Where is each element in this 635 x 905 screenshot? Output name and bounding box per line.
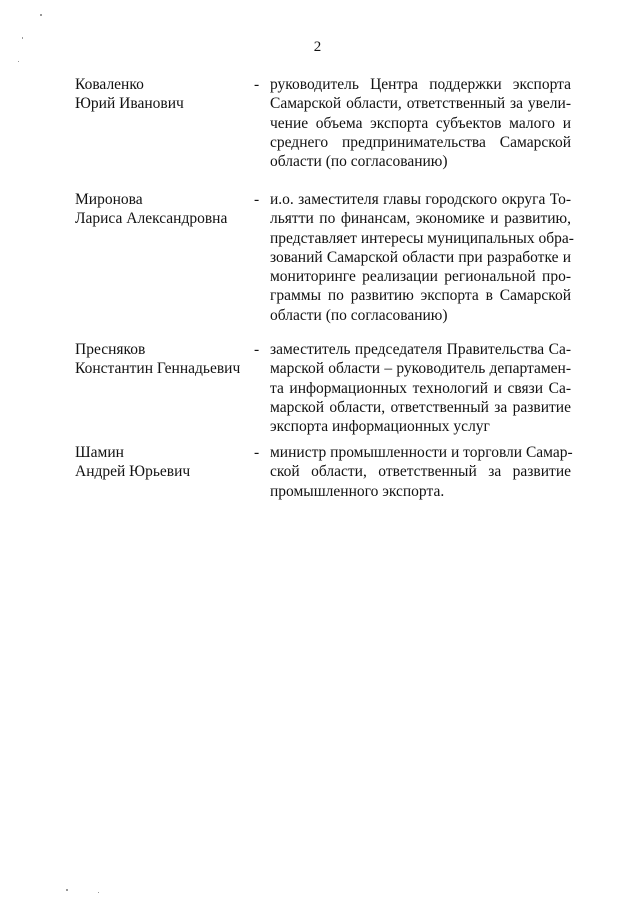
role-line: льятти по финансам, экономике и развитию, (270, 210, 571, 228)
role-line: заместитель председателя Правительства Са- (270, 341, 571, 358)
role-line: представляет интересы муниципальных обра- (270, 229, 574, 247)
scan-speck (22, 37, 23, 39)
separator-dash: - (254, 444, 260, 461)
member-name (75, 190, 250, 229)
member-given-names: Лариса Александровна (75, 210, 228, 228)
member-name (75, 443, 250, 482)
role-line: руководитель Центра поддержки экспорта (270, 76, 571, 93)
role-line: министр промышленности и торговли Самар- (270, 444, 573, 461)
member-surname: Пресняков (75, 341, 146, 358)
member-given-names: Юрий Иванович (75, 95, 184, 113)
member-surname: Коваленко (75, 76, 144, 93)
separator-dash: - (254, 341, 260, 358)
scan-speck (40, 14, 42, 16)
member-name (75, 75, 250, 114)
member-role (270, 340, 571, 436)
role-line: области (по согласованию) (270, 306, 448, 324)
member-given-names: Андрей Юрьевич (75, 463, 191, 481)
separator-dash: - (254, 76, 260, 93)
member-surname: Миронова (75, 191, 143, 208)
member-role (270, 190, 574, 325)
scan-speck (66, 889, 68, 891)
separator-dash: - (254, 191, 260, 208)
role-line: граммы по развитию экспорта в Самарской (270, 287, 571, 305)
role-line: мониторинге реализации региональной про- (270, 268, 571, 286)
role-line: зований Самарской области при разработке и (270, 248, 571, 266)
scan-speck (18, 61, 19, 62)
role-line: марской области – руководитель департамен- (270, 360, 571, 378)
member-name (75, 340, 250, 379)
role-line: марской области, ответственный за развитие (270, 398, 571, 416)
role-line: экспорта информационных услуг (270, 418, 490, 436)
role-line: и.о. заместителя главы городского округа То- (270, 191, 571, 208)
role-line: промышленного экспорта. (270, 482, 445, 500)
member-role (270, 75, 571, 171)
scan-speck (98, 892, 99, 893)
role-line: чение объема экспорта субъектов малого и (270, 114, 571, 132)
member-surname: Шамин (75, 444, 124, 461)
role-line: ской области, ответственный за развитие (270, 463, 571, 481)
member-given-names: Константин Геннадьевич (75, 360, 241, 378)
member-role (270, 443, 571, 501)
role-line: Самарской области, ответственный за увели- (270, 95, 571, 113)
page-number: 2 (313, 39, 322, 55)
role-line: та информационных технологий и связи Са- (270, 379, 571, 397)
role-line: среднего предпринимательства Самарской (270, 133, 571, 151)
role-line: области (по согласованию) (270, 153, 448, 171)
